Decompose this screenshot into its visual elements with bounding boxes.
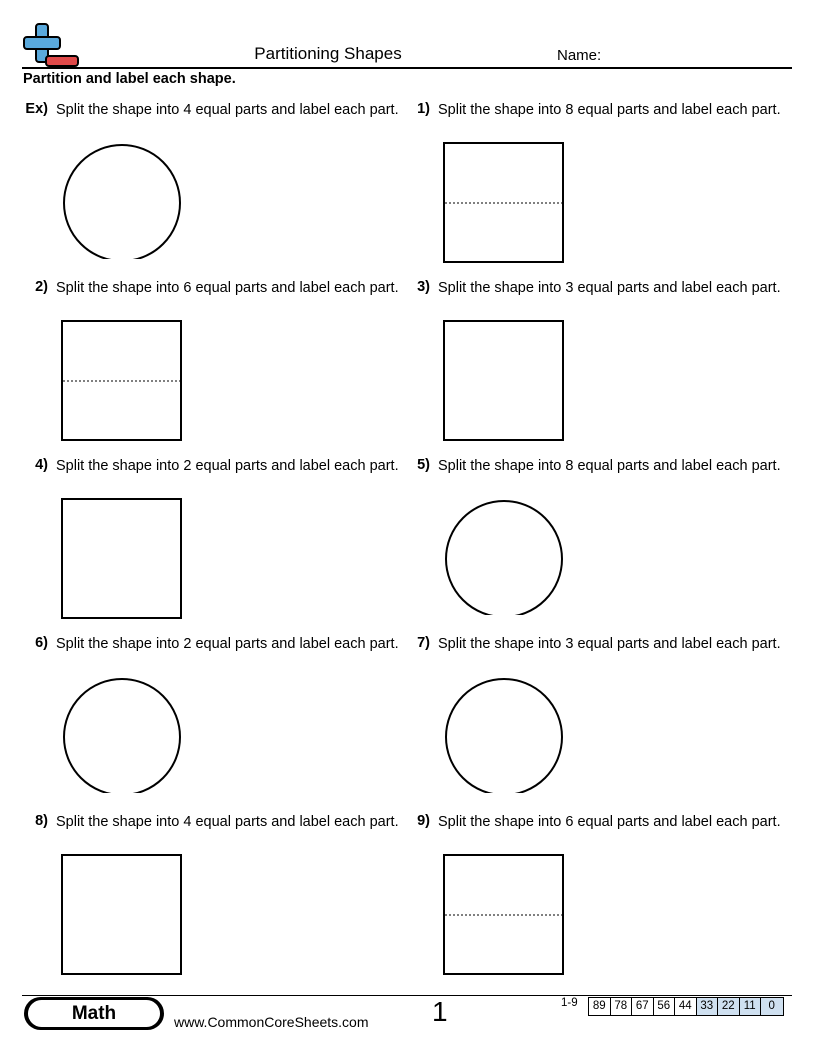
subject-label: Math [28,1000,160,1027]
problem-prompt: Split the shape into 4 equal parts and label each part. [56,814,399,830]
score-cell: 44 [675,998,697,1015]
problem-number: 8) [35,813,48,829]
footer-divider [22,995,792,996]
circle-shape [442,491,566,615]
square-shape [442,135,566,265]
score-cell: 11 [740,998,762,1015]
problem-item [404,101,784,271]
problem-prompt: Split the shape into 6 equal parts and label each part. [56,280,399,296]
circle-shape [442,669,566,793]
score-cell: 33 [697,998,719,1015]
problem-number: 3) [417,279,430,295]
square-shape [60,313,184,443]
problem-number: 4) [35,457,48,473]
problem-number: 7) [417,635,430,651]
subject-badge [24,997,164,1030]
problem-number: 2) [35,279,48,295]
problem-number: 5) [417,457,430,473]
score-cell: 22 [718,998,740,1015]
site-url: www.CommonCoreSheets.com [174,1014,369,1030]
problem-item [404,457,784,627]
problem-prompt: Split the shape into 2 equal parts and label each part. [56,636,399,652]
problem-item [22,813,402,983]
problem-prompt: Split the shape into 3 equal parts and label each part. [438,636,781,652]
problem-prompt: Split the shape into 3 equal parts and label each part. [438,280,781,296]
problem-number: 1) [417,101,430,117]
page-number: 1 [432,996,448,1027]
problem-prompt: Split the shape into 4 equal parts and label each part. [56,102,399,118]
problem-prompt: Split the shape into 8 equal parts and label each part. [438,458,781,474]
name-label: Name: [557,47,602,64]
problem-prompt: Split the shape into 2 equal parts and label each part. [56,458,399,474]
square-shape [442,313,566,443]
square-shape [60,491,184,621]
problem-number: 9) [417,813,430,829]
problem-item [404,813,784,983]
problem-item [22,457,402,627]
score-range-label: 1-9 [561,997,578,1009]
circle-shape [60,135,184,259]
problem-prompt: Split the shape into 6 equal parts and label each part. [438,814,781,830]
header-divider [22,67,792,69]
problem-item [22,635,402,805]
score-cell: 0 [761,998,783,1015]
instructions: Partition and label each shape. [23,71,236,87]
score-cell: 67 [632,998,654,1015]
square-shape [60,847,184,977]
problem-number: 6) [35,635,48,651]
score-table [588,997,784,1016]
problem-item [22,279,402,449]
square-shape [442,847,566,977]
score-cell: 78 [611,998,633,1015]
circle-shape [60,669,184,793]
problem-item [404,279,784,449]
score-cell: 56 [654,998,676,1015]
score-cell: 89 [589,998,611,1015]
page-title: Partitioning Shapes [254,44,402,63]
problem-item [404,635,784,805]
problem-item [22,101,402,271]
problem-prompt: Split the shape into 8 equal parts and label each part. [438,102,781,118]
problem-number: Ex) [25,101,48,117]
